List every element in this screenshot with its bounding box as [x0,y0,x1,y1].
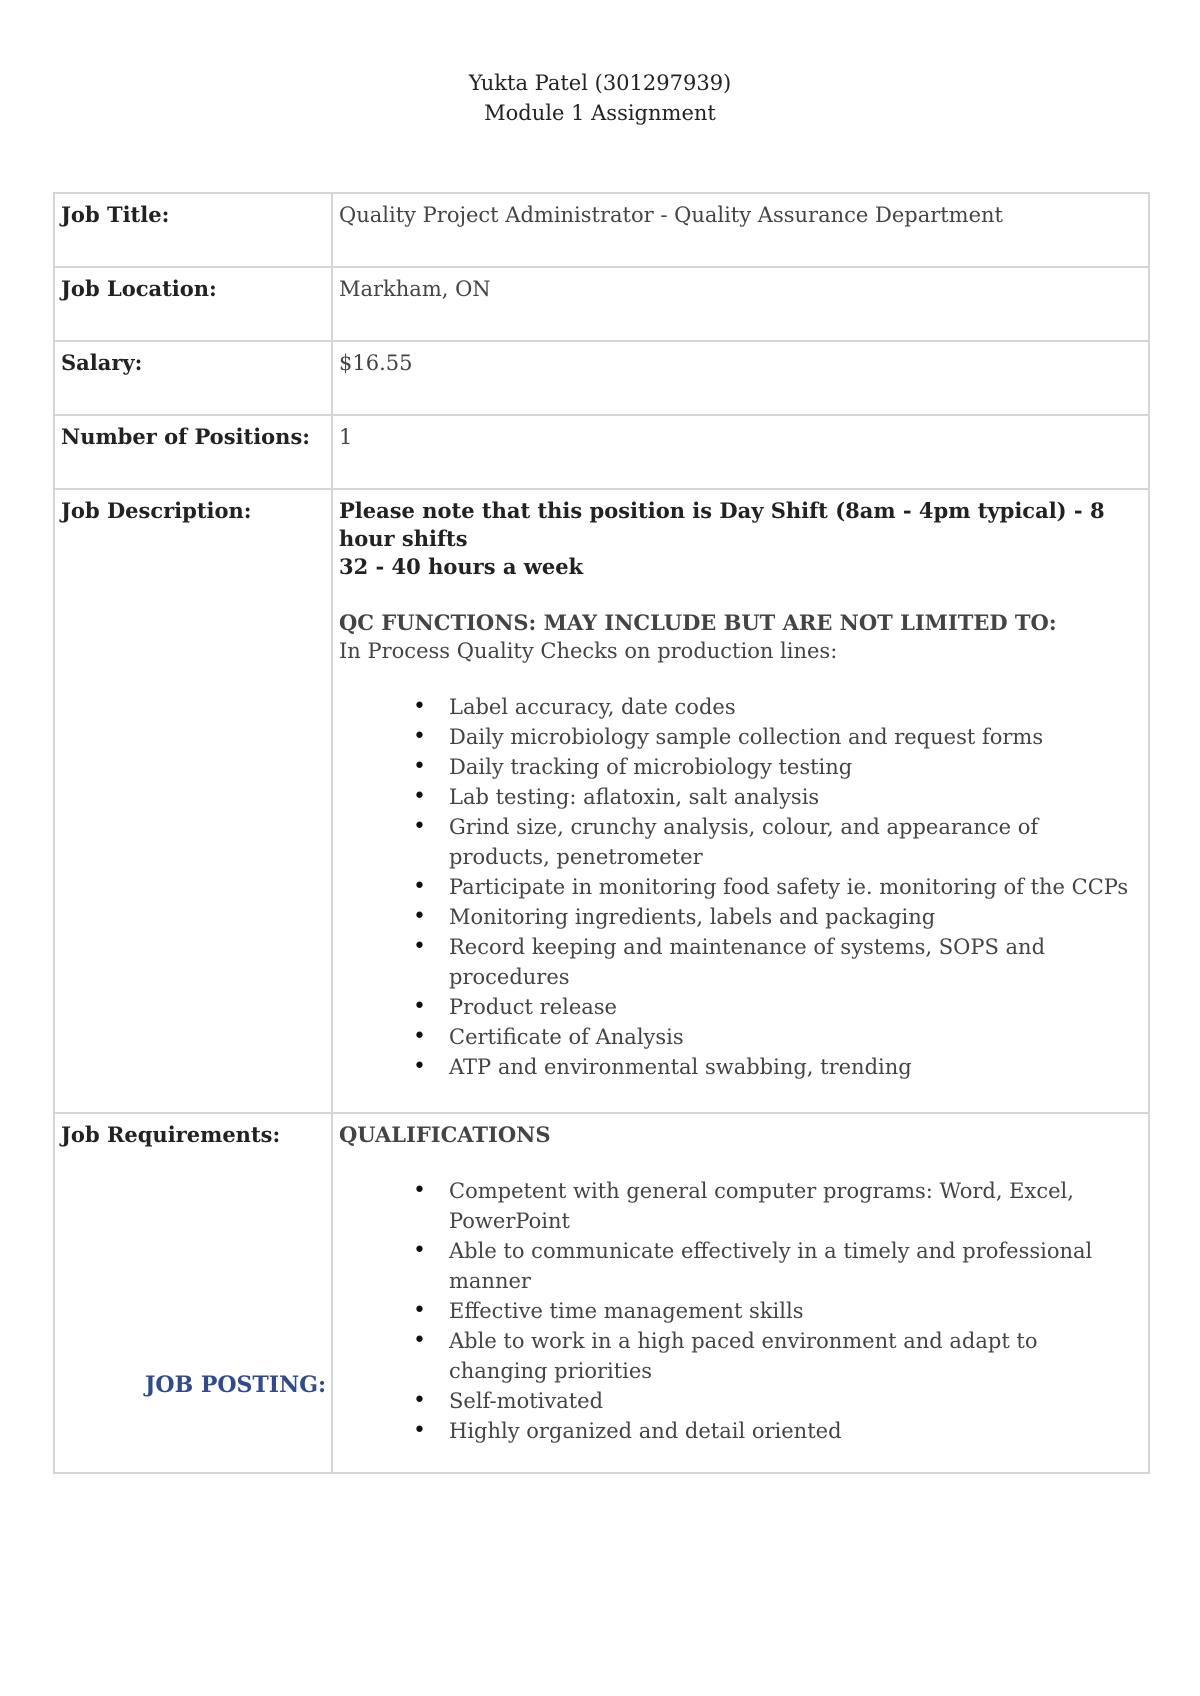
list-item: • Competent with general computer programs: Word, Excel, PowerPoint [449,1176,1142,1236]
table-row [54,193,1149,267]
list-item: • Grind size, crunchy analysis, colour, and appearance of products, penetrometer [449,812,1142,872]
job-requirements-value [332,1113,1149,1473]
job-requirements-label: Job Requirements: [54,1113,332,1473]
qualifications-heading: QUALIFICATIONS [339,1122,551,1147]
salary-value: $16.55 [332,341,1149,415]
table-row [54,489,1149,1113]
table-row [54,267,1149,341]
list-item: • Able to communicate effectively in a timely and professional manner [449,1236,1142,1296]
list-item: • Daily tracking of microbiology testing [449,752,1142,782]
shift-note-line-1: Please note that this position is Day Shift (8am - 4pm typical) - 8 hour shifts [339,498,1105,551]
job-details-table [53,192,1150,1474]
list-item: • ATP and environmental swabbing, trending [449,1052,1142,1082]
list-item: • Effective time management skills [449,1296,1142,1326]
document-header [0,68,1200,128]
assignment-title-line: Module 1 Assignment [484,101,716,125]
job-location-label: Job Location: [54,267,332,341]
qualifications-list [339,1176,1142,1446]
job-description-value [332,489,1149,1113]
list-item: • Participate in monitoring food safety ie. monitoring of the CCPs [449,872,1142,902]
list-item: • Certificate of Analysis [449,1022,1142,1052]
list-item: • Daily microbiology sample collection and request forms [449,722,1142,752]
positions-value: 1 [332,415,1149,489]
list-item: • Label accuracy, date codes [449,692,1142,722]
job-title-label: Job Title: [54,193,332,267]
positions-label: Number of Positions: [54,415,332,489]
qc-functions-heading: QC FUNCTIONS: MAY INCLUDE BUT ARE NOT LIMITED TO: [339,610,1057,635]
qc-functions-list [339,692,1142,1082]
student-name-line: Yukta Patel (301297939) [468,71,732,95]
table-row [54,415,1149,489]
list-item: • Monitoring ingredients, labels and packaging [449,902,1142,932]
job-description-label: Job Description: [54,489,332,1113]
list-item: • Self-motivated [449,1386,1142,1416]
list-item: • Highly organized and detail oriented [449,1416,1142,1446]
shift-note-line-2: 32 - 40 hours a week [339,554,584,579]
list-item: • Able to work in a high paced environment and adapt to changing priorities [449,1326,1142,1386]
table-row [54,1113,1149,1473]
salary-label: Salary: [54,341,332,415]
list-item: • Lab testing: aflatoxin, salt analysis [449,782,1142,812]
list-item: • Product release [449,992,1142,1022]
job-title-value: Quality Project Administrator - Quality Assurance Department [332,193,1149,267]
table-row [54,341,1149,415]
job-location-value: Markham, ON [332,267,1149,341]
job-posting-heading: JOB POSTING: [145,1372,327,1398]
list-item: • Record keeping and maintenance of systems, SOPS and procedures [449,932,1142,992]
qc-functions-intro: In Process Quality Checks on production lines: [339,639,838,663]
